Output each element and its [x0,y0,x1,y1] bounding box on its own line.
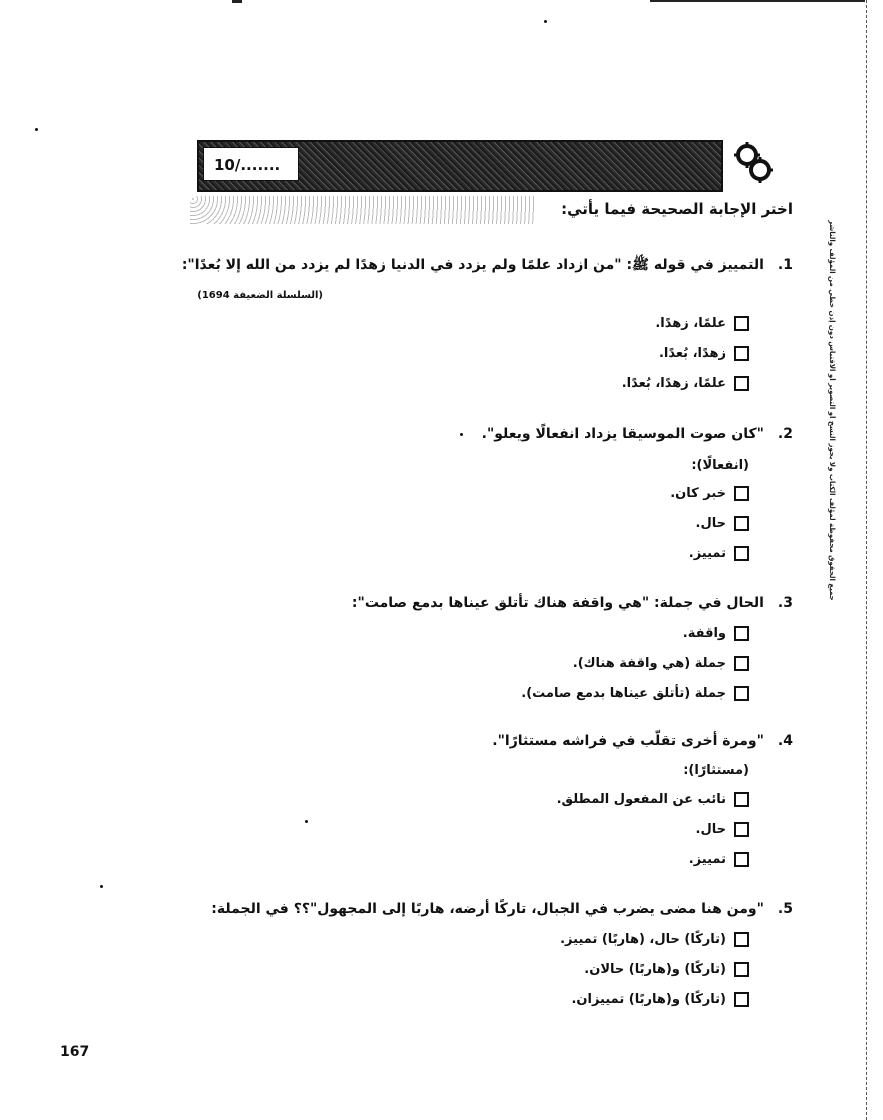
question-3 [352,595,793,611]
q1-option-3[interactable] [622,376,749,391]
question-text: التمييز في قوله ﷺ: "من ازداد علمًا ولم يزدد في الدنيا زهدًا لم يزدد من الله إلا بُعدًا": [181,257,764,273]
q3-option-3[interactable] [521,686,749,701]
option-label: تمييز. [688,852,726,867]
instruction-texture [190,196,535,224]
question-text: الحال في جملة: "هي واقفة هناك تأتلق عيناها بدمع صامت": [351,595,764,611]
option-label: حال. [695,822,726,837]
option-label: زهدًا، بُعدًا. [658,346,726,361]
q5-option-1[interactable] [560,932,749,947]
question-4-prompt: (مستثارًا): [683,763,749,778]
option-label: (تاركًا) و(هاربًا) حالان. [584,962,726,977]
option-label: نائب عن المفعول المطلق. [556,792,726,807]
q1-option-1[interactable] [655,316,749,331]
checkbox[interactable] [734,376,749,391]
option-label: خبر كان. [670,486,726,501]
scan-speck [544,20,547,23]
question-1-source: (السلسلة الضعيفة 1694) [197,290,323,301]
page-number: 167 [60,1044,90,1060]
top-rule-right [650,0,865,2]
question-2-prompt: (انفعالًا): [691,458,749,473]
page-margin-line [866,0,867,1120]
option-label: جملة (هي واقفة هناك). [572,656,726,671]
checkbox[interactable] [734,546,749,561]
checkbox[interactable] [734,486,749,501]
option-label: جملة (تأتلق عيناها بدمع صامت). [521,686,726,701]
q5-option-2[interactable] [584,962,749,977]
scan-speck [35,128,38,131]
option-label: تمييز. [688,546,726,561]
q3-option-2[interactable] [573,656,749,671]
question-4 [492,733,793,749]
option-label: حال. [695,516,726,531]
scan-speck [305,820,308,823]
option-label: علمًا، زهدًا، بُعدًا. [621,376,726,391]
checkbox[interactable] [734,656,749,671]
gears-icon [730,140,776,186]
question-number: 2. [777,426,793,442]
checkbox[interactable] [734,792,749,807]
question-number: 4. [777,733,793,749]
q2-option-2[interactable] [696,516,749,531]
q4-option-1[interactable] [557,792,749,807]
checkbox[interactable] [734,516,749,531]
question-1 [182,256,793,276]
q1-option-2[interactable] [659,346,749,361]
instruction-heading: اختر الإجابة الصحيحة فيما يأتي: [561,200,793,218]
checkbox[interactable] [734,932,749,947]
checkbox[interactable] [734,346,749,361]
question-number: 5. [777,901,793,917]
option-label: (تاركًا) و(هاربًا) تمييزان. [571,992,726,1007]
question-number: 1. [777,257,793,273]
question-number: 3. [777,595,793,611]
checkbox[interactable] [734,686,749,701]
side-copyright-note: جميع الحقوق محفوظة لمؤلف الكتاب ولا يجوز النسخ أو التصوير أو الاقتباس دون إذن خطي من المؤلف والناشر [828,220,836,601]
checkbox[interactable] [734,626,749,641]
question-text: "ومن هنا مضى يضرب في الجبال، تاركًا أرضه، هاربًا إلى المجهول"؟؟ في الجملة: [211,901,764,917]
q2-option-3[interactable] [689,546,749,561]
q3-option-1[interactable] [683,626,749,641]
checkbox[interactable] [734,316,749,331]
checkbox[interactable] [734,962,749,977]
top-rule-left [232,0,242,3]
q4-option-2[interactable] [696,822,749,837]
option-label: (تاركًا) حال، (هاربًا) تمييز. [560,932,726,947]
checkbox[interactable] [734,822,749,837]
checkbox[interactable] [734,852,749,867]
q2-option-1[interactable] [670,486,749,501]
option-label: علمًا، زهدًا. [655,316,726,331]
score-box: 10/....... [203,147,299,181]
scan-speck [460,433,463,436]
question-5 [211,901,793,917]
question-text: "كان صوت الموسيقا يزداد انفعالًا ويعلو". [481,426,764,442]
question-text: "ومرة أخرى تقلّب في فراشه مستثارًا". [492,733,764,749]
question-2 [482,426,793,442]
q4-option-3[interactable] [689,852,749,867]
q5-option-3[interactable] [571,992,749,1007]
scan-speck [100,885,103,888]
checkbox[interactable] [734,992,749,1007]
option-label: واقفة. [682,626,726,641]
